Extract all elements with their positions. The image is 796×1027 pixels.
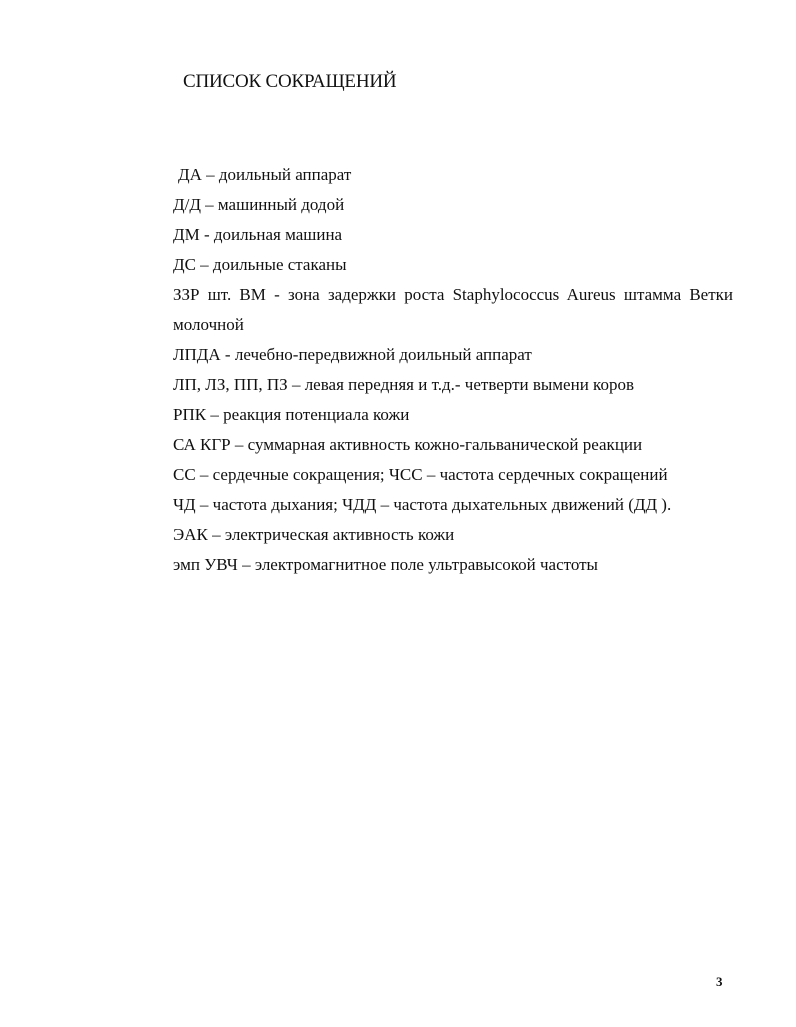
abbreviation-item: ДС – доильные стаканы: [173, 255, 347, 274]
abbreviation-item: РПК – реакция потенциала кожи: [173, 405, 410, 424]
abbreviation-item: СА КГР – суммарная активность кожно-гальванической реакции: [173, 435, 643, 454]
abbreviation-item: Д/Д – машинный додой: [173, 195, 345, 214]
abbreviation-list: [173, 160, 733, 580]
page-number: 3: [716, 974, 723, 989]
abbreviation-item: ДА – доильный аппарат: [178, 165, 352, 184]
abbreviation-item: ДМ - доильная машина: [173, 225, 343, 244]
abbreviation-item: ЧД – частота дыхания; ЧДД – частота дыхательных движений (ДД ).: [173, 495, 672, 514]
abbreviation-item: ЛПДА - лечебно-передвижной доильный аппарат: [173, 345, 532, 364]
abbreviation-item: ЛП, ЛЗ, ПП, ПЗ – левая передняя и т.д.- четверти вымени коров: [173, 375, 634, 394]
abbreviation-item: ЭАК – электрическая активность кожи: [173, 525, 455, 544]
abbreviation-item: СС – сердечные сокращения; ЧСС – частота сердечных сокращений: [173, 465, 668, 484]
abbreviation-item: ЗЗР шт. ВМ - зона задержки роста Staphylococcus Aureus штамма Ветки молочной: [173, 285, 733, 334]
abbreviation-item: эмп УВЧ – электромагнитное поле ультравысокой частоты: [173, 555, 598, 574]
page-title: СПИСОК СОКРАЩЕНИЙ: [183, 71, 397, 92]
